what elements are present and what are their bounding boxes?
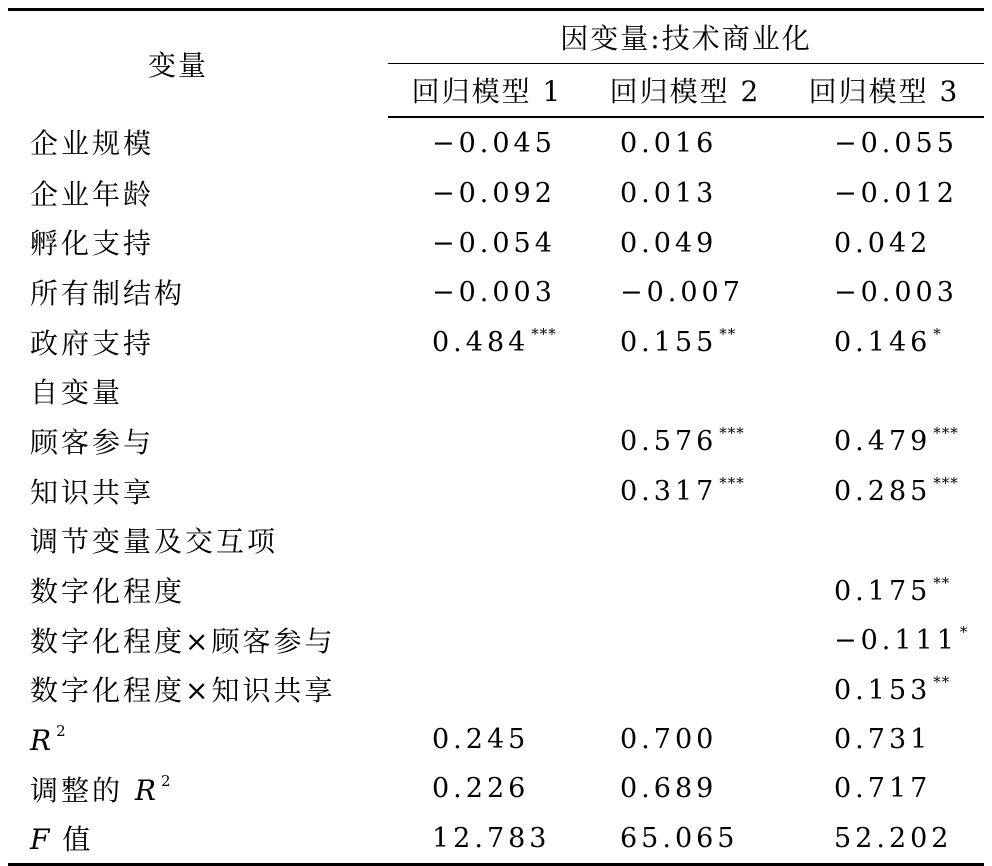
stat-value: 0.717: [834, 773, 932, 805]
row-label: 数字化程度: [30, 575, 186, 609]
coefficient-value: 0.155: [620, 327, 718, 359]
cell-m1: [388, 366, 586, 416]
cell-m2: [586, 814, 784, 865]
coefficient-value: 0.175: [834, 575, 932, 607]
row-label: 自变量: [30, 376, 124, 410]
row-label: 数字化程度×顾客参与: [30, 624, 336, 658]
row-label: [8, 764, 388, 814]
cell-m2: [586, 217, 784, 267]
stat-value: 0.245: [432, 723, 530, 755]
cell-m1: [388, 714, 586, 764]
cell-m1: [388, 615, 586, 665]
row-label: [8, 714, 388, 764]
coefficient-value: 0.576: [620, 426, 718, 458]
stat-value: 0.700: [620, 723, 718, 755]
model-3-header: 回归模型 3: [784, 64, 984, 118]
stat-symbol: R: [134, 773, 157, 807]
cell-m2: [586, 466, 784, 516]
row-label: 知识共享: [30, 475, 155, 509]
cell-m3: [784, 516, 984, 566]
significance-stars: *: [933, 325, 942, 344]
cell-m2: [586, 615, 784, 665]
table-row: [8, 565, 984, 615]
cell-m1: [388, 516, 586, 566]
cell-m3: [784, 814, 984, 865]
stat-value: 0.689: [620, 773, 718, 805]
cell-m1: [388, 665, 586, 715]
cell-m3: [784, 317, 984, 367]
cell-m3: [784, 168, 984, 218]
coefficient-value: 0.317: [620, 476, 718, 508]
stat-value: 65.065: [620, 822, 739, 854]
stat-value: 52.202: [834, 822, 953, 854]
cell-m1: [388, 416, 586, 466]
label-suffix: 值: [50, 823, 94, 857]
cell-m1: [388, 565, 586, 615]
adjusted-r2-row: [8, 764, 984, 814]
cell-m2: [586, 267, 784, 317]
table-row: [8, 366, 984, 416]
coefficient-value: 0.016: [620, 128, 718, 160]
cell-m3: [784, 117, 984, 168]
cell-m1: [388, 814, 586, 865]
significance-stars: **: [933, 672, 951, 691]
dependent-variable-header: 因变量:技术商业化: [388, 10, 984, 64]
coefficient-value: 0.153: [834, 674, 932, 706]
stat-symbol: R: [30, 723, 53, 757]
row-label: 孵化支持: [30, 227, 155, 261]
cell-m2: [586, 764, 784, 814]
cell-m2: [586, 665, 784, 715]
table-header: [8, 10, 984, 118]
cell-m3: [784, 714, 984, 764]
significance-stars: ***: [719, 424, 745, 443]
coefficient-value: −0.054: [432, 227, 556, 259]
cell-m1: [388, 168, 586, 218]
table-row: [8, 416, 984, 466]
cell-m2: [586, 714, 784, 764]
coefficient-value: 0.285: [834, 476, 932, 508]
significance-stars: *: [959, 623, 969, 642]
cell-m3: [784, 217, 984, 267]
row-label: [8, 814, 388, 865]
table-row: [8, 267, 984, 317]
cell-m1: [388, 466, 586, 516]
row-label: 数字化程度×知识共享: [30, 674, 336, 708]
stat-value: 0.731: [834, 723, 932, 755]
coefficient-value: 0.042: [834, 227, 932, 259]
coefficient-value: 0.479: [834, 426, 932, 458]
significance-stars: ***: [719, 474, 745, 493]
cell-m2: [586, 565, 784, 615]
cell-m2: [586, 516, 784, 566]
significance-stars: **: [933, 573, 951, 592]
row-label: 企业年龄: [30, 177, 155, 211]
coefficient-value: 0.484: [432, 327, 530, 359]
cell-m3: [784, 665, 984, 715]
table-row: [8, 516, 984, 566]
significance-stars: ***: [933, 474, 959, 493]
table-body: [8, 117, 984, 865]
regression-table-container: [8, 8, 984, 866]
significance-stars: **: [719, 325, 737, 344]
coefficient-value: −0.055: [834, 128, 958, 160]
table-row: [8, 217, 984, 267]
row-label: 所有制结构: [30, 276, 186, 310]
table-row: [8, 117, 984, 168]
coefficient-value: 0.049: [620, 227, 718, 259]
table-row: [8, 168, 984, 218]
cell-m3: [784, 267, 984, 317]
table-row: [8, 317, 984, 367]
model-1-header: 回归模型 1: [388, 64, 586, 118]
superscript: 2: [56, 721, 69, 740]
coefficient-value: −0.003: [834, 277, 958, 309]
stat-symbol: F: [30, 823, 51, 857]
cell-m2: [586, 117, 784, 168]
table-row: [8, 615, 984, 665]
cell-m2: [586, 317, 784, 367]
cell-m2: [586, 416, 784, 466]
cell-m2: [586, 168, 784, 218]
stat-value: 0.226: [432, 773, 530, 805]
cell-m1: [388, 764, 586, 814]
row-label: 企业规模: [30, 127, 155, 161]
cell-m3: [784, 366, 984, 416]
significance-stars: ***: [531, 325, 557, 344]
model-2-header: 回归模型 2: [586, 64, 784, 118]
cell-m3: [784, 764, 984, 814]
label-prefix: 调整的: [30, 773, 135, 807]
cell-m1: [388, 317, 586, 367]
cell-m3: [784, 466, 984, 516]
row-label: 政府支持: [30, 326, 155, 360]
coefficient-value: −0.092: [432, 178, 556, 210]
cell-m2: [586, 366, 784, 416]
cell-m3: [784, 615, 984, 665]
f-value-row: [8, 814, 984, 865]
coefficient-value: −0.111: [834, 625, 958, 657]
coefficient-value: 0.146: [834, 327, 932, 359]
variable-header: 变量: [8, 10, 388, 118]
r2-row: [8, 714, 984, 764]
cell-m3: [784, 565, 984, 615]
regression-table: [8, 8, 984, 866]
row-label: 调节变量及交互项: [30, 525, 279, 559]
superscript: 2: [161, 771, 174, 790]
table-row: [8, 665, 984, 715]
coefficient-value: −0.045: [432, 128, 556, 160]
cell-m3: [784, 416, 984, 466]
coefficient-value: −0.003: [432, 277, 556, 309]
significance-stars: ***: [933, 424, 959, 443]
coefficient-value: −0.012: [834, 178, 958, 210]
stat-value: 12.783: [432, 822, 551, 854]
coefficient-value: −0.007: [620, 277, 744, 309]
coefficient-value: 0.013: [620, 178, 718, 210]
cell-m1: [388, 217, 586, 267]
cell-m1: [388, 267, 586, 317]
table-row: [8, 466, 984, 516]
row-label: 顾客参与: [30, 425, 155, 459]
cell-m1: [388, 117, 586, 168]
